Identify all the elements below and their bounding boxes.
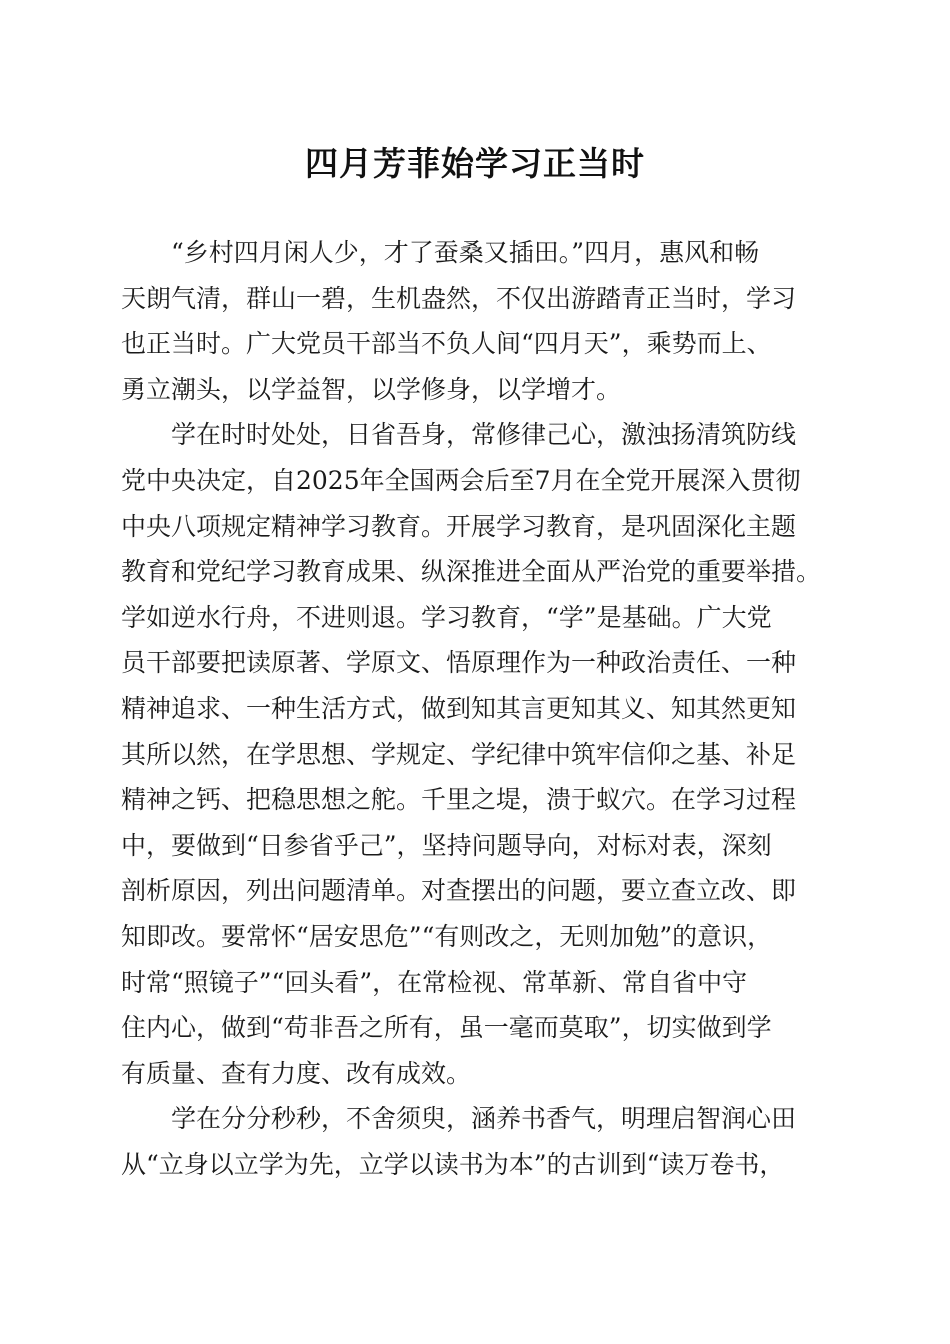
paragraph-3-line-1: 从“立身以立学为先，立学以读书为本”的古训到“读万卷书， [121, 1149, 785, 1179]
section-heading-2: 学在分分秒秒，不舍须臾，涵养书香气，明理启智润心田 [171, 1104, 797, 1134]
paragraph-2-line-2: 中央八项规定精神学习教育。开展学习教育，是巩固深化主题 [121, 511, 797, 541]
paragraph-2-line-3: 教育和党纪学习教育成果、纵深推进全面从严治党的重要举措。 [121, 557, 822, 587]
paragraph-2-line-5: 员干部要把读原著、学原文、悟原理作为一种政治责任、一种 [121, 648, 797, 678]
paragraph-2-line-1: 党中央决定，自2025年全国两会后至7月在全党开展深入贯彻 [121, 465, 801, 495]
section-heading-1: 学在时时处处，日省吾身，常修律己心，激浊扬清筑防线 [171, 420, 797, 450]
paragraph-2-line-4: 学如逆水行舟，不进则退。学习教育，“学”是基础。广大党 [121, 602, 772, 632]
paragraph-2-line-12: 时常“照镜子”“回头看”，在常检视、常革新、常自省中守 [121, 967, 748, 997]
paragraph-2-line-6: 精神追求、一种生活方式，做到知其言更知其义、知其然更知 [121, 693, 797, 723]
paragraph-2-line-7: 其所以然，在学思想、学规定、学纪律中筑牢信仰之基、补足 [121, 739, 797, 769]
paragraph-2-line-9: 中，要做到“日参省乎己”，坚持问题导向，对标对表，深刻 [121, 830, 772, 860]
paragraph-1-line-3: 也正当时。广大党员干部当不负人间“四月天”，乘势而上、 [121, 329, 772, 359]
paragraph-2-line-14: 有质量、查有力度、改有成效。 [121, 1058, 472, 1088]
document-body [121, 230, 841, 1187]
paragraph-2-line-13: 住内心，做到“苟非吾之所有，虽一毫而莫取”，切实做到学 [121, 1013, 772, 1043]
document-title: 四月芳菲始学习正当时 [305, 144, 645, 183]
paragraph-2-line-11: 知即改。要常怀“居安思危”“有则改之，无则加勉”的意识， [121, 921, 773, 951]
paragraph-2-line-8: 精神之钙、把稳思想之舵。千里之堤，溃于蚁穴。在学习过程 [121, 785, 797, 815]
paragraph-2-line-10: 剖析原因，列出问题清单。对查摆出的问题，要立查立改、即 [121, 876, 797, 906]
paragraph-1-line-4: 勇立潮头，以学益智，以学修身，以学增才。 [121, 374, 622, 404]
paragraph-1-line-2: 天朗气清，群山一碧，生机盎然，不仅出游踏青正当时，学习 [121, 283, 797, 313]
paragraph-1-line-1: “乡村四月闲人少，才了蚕桑又插田。”四月，惠风和畅 [171, 238, 760, 267]
